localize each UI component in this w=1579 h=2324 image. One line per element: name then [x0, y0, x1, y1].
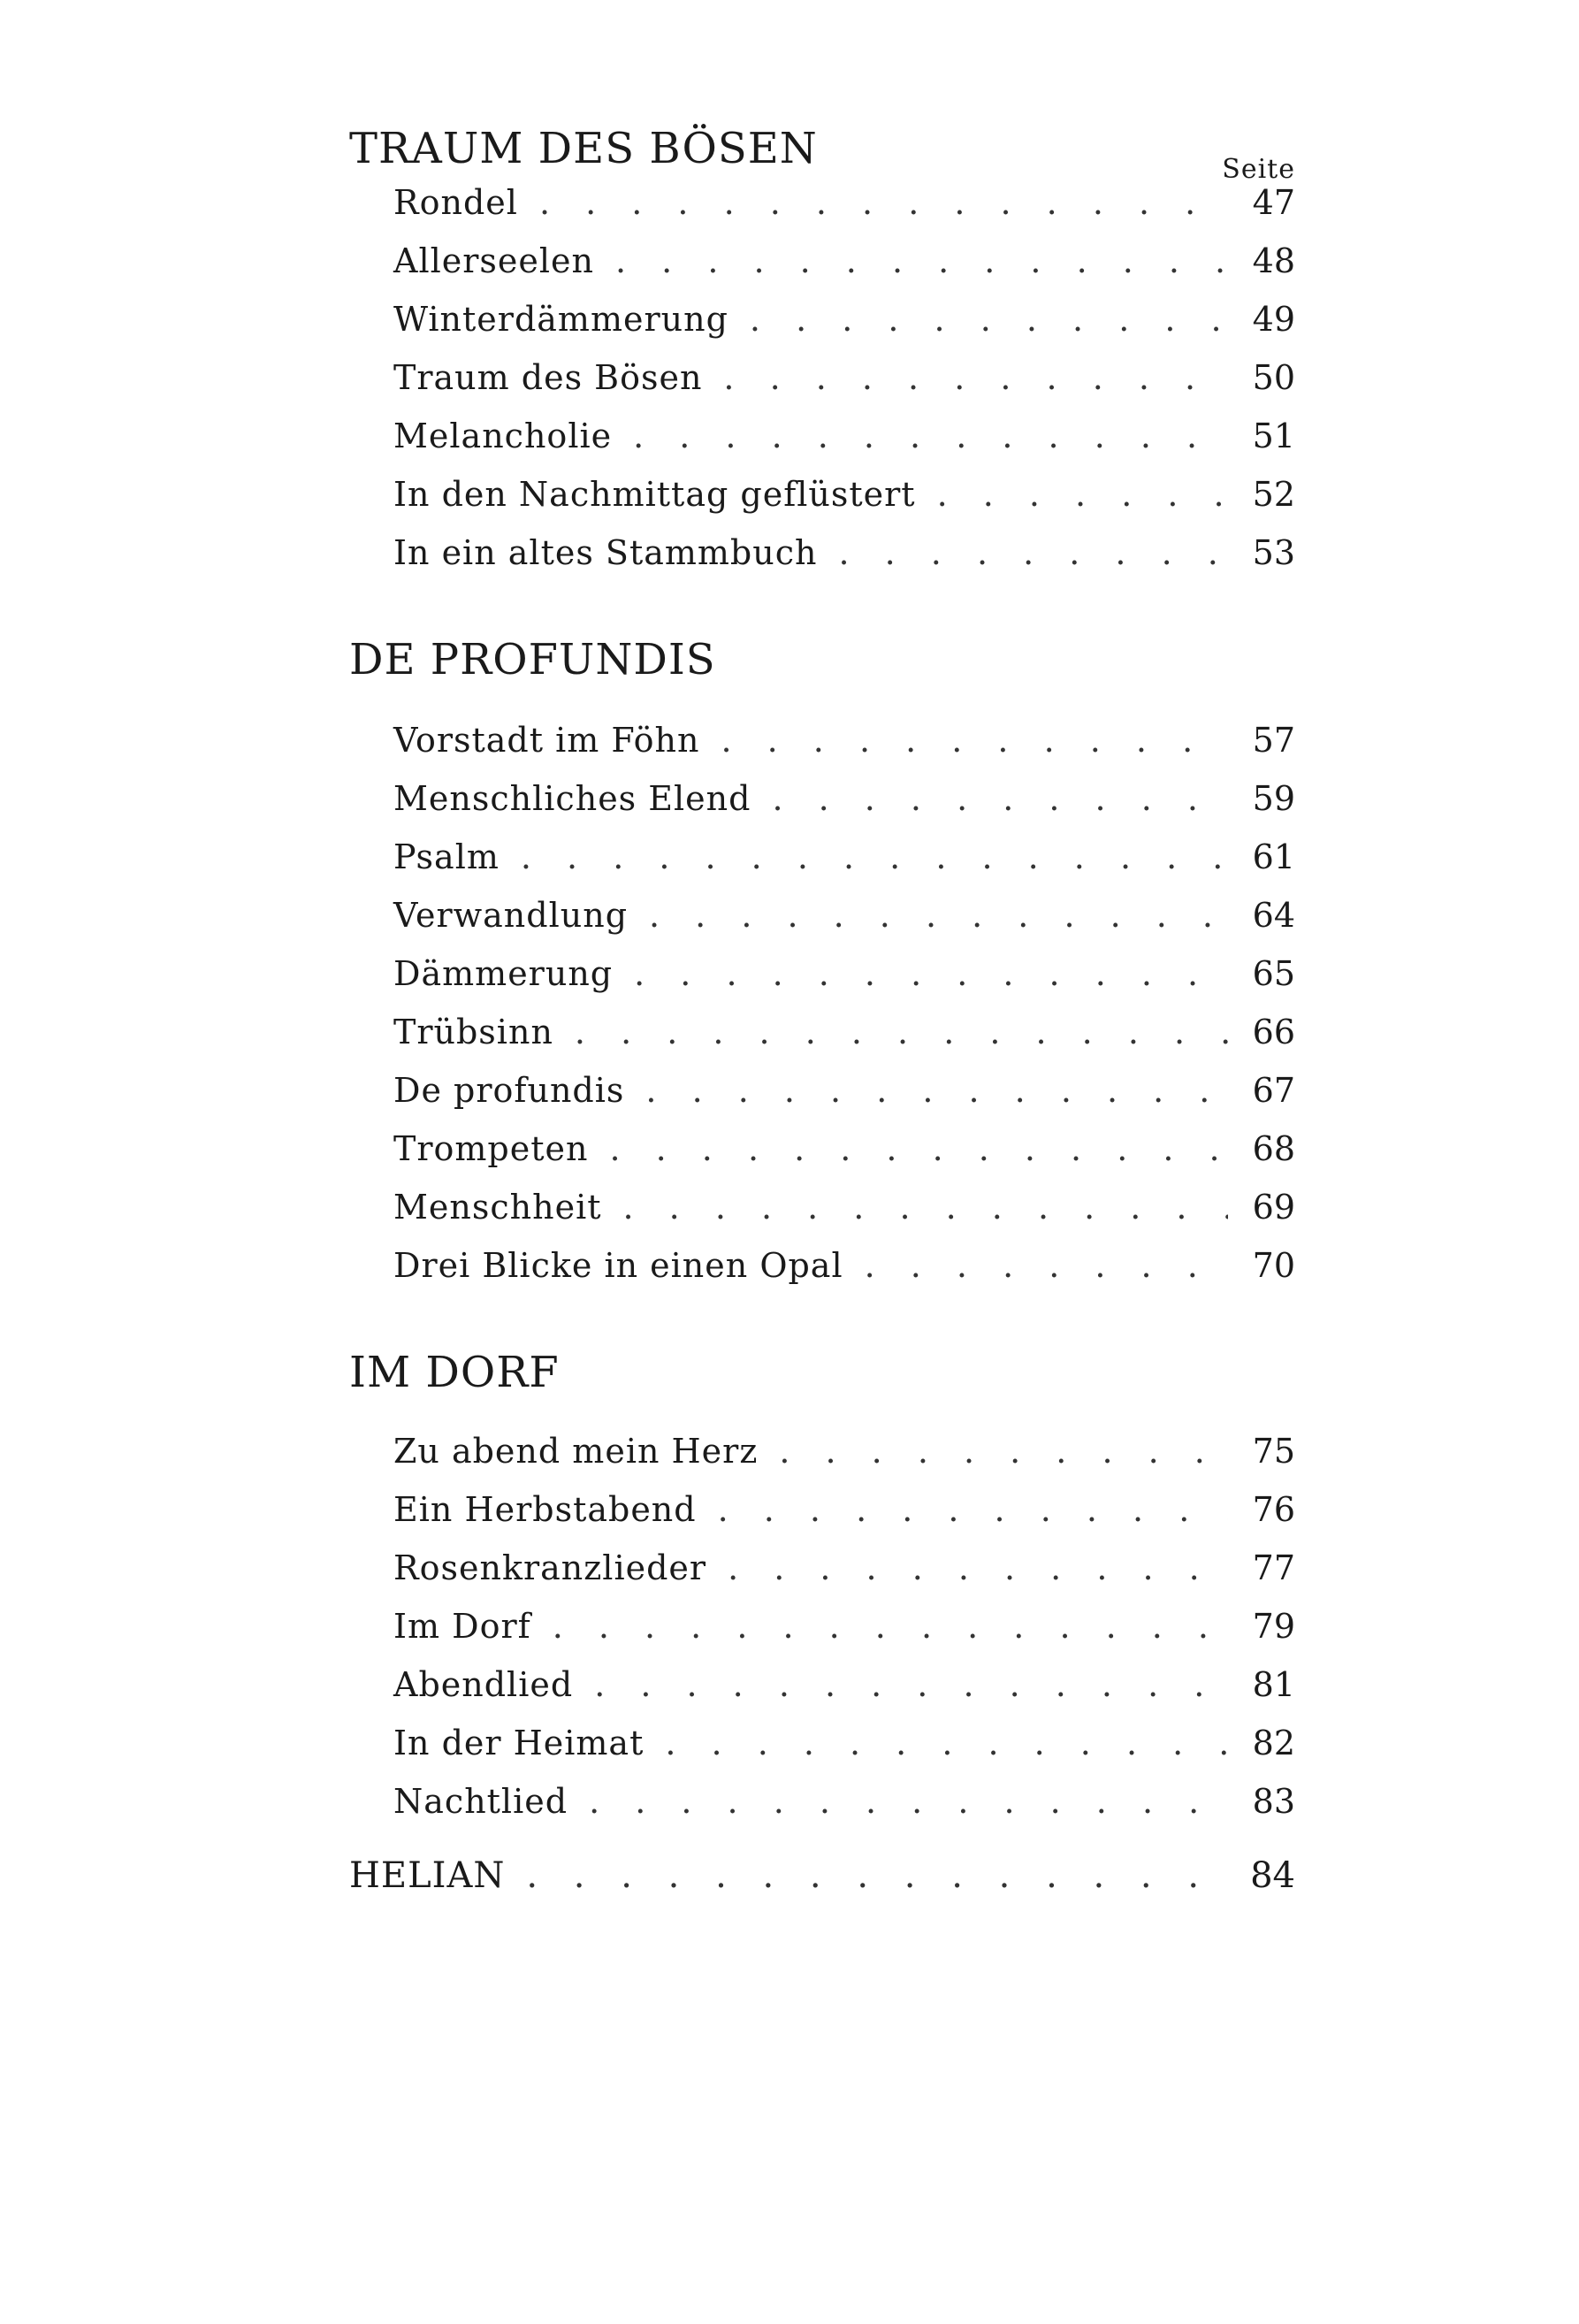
entry-page: 83: [1252, 1782, 1295, 1821]
entry-page: 75: [1252, 1432, 1295, 1471]
entry-page: 81: [1252, 1665, 1295, 1704]
entry-page: 57: [1252, 721, 1295, 760]
entry-title: Drei Blicke in einen Opal: [393, 1246, 843, 1285]
entry-page: 84: [1250, 1855, 1295, 1896]
entry-page: 68: [1252, 1129, 1295, 1168]
toc-entry[interactable]: [393, 1422, 1295, 1480]
section-de-profundis: [349, 635, 1295, 1295]
toc-entry[interactable]: [393, 1655, 1295, 1714]
dot-leader: [633, 407, 1228, 465]
section-title: IM DORF: [349, 1348, 560, 1397]
toc-entry[interactable]: [393, 1480, 1295, 1539]
entry-page: 70: [1252, 1246, 1295, 1285]
entry-list: [393, 1422, 1295, 1831]
toc-entry[interactable]: [393, 1236, 1295, 1295]
entry-title: Dämmerung: [393, 954, 614, 993]
dot-leader: [589, 1772, 1228, 1831]
entry-page: 53: [1252, 533, 1295, 572]
section-traum-des-boesen: [349, 124, 1295, 582]
entry-title: Abendlied: [393, 1665, 574, 1704]
dot-leader: [623, 1178, 1228, 1236]
entry-title: HELIAN: [349, 1855, 506, 1896]
entry-title: De profundis: [393, 1071, 625, 1110]
toc-entry[interactable]: [393, 1597, 1295, 1655]
entry-page: 77: [1252, 1548, 1295, 1587]
entry-page: 66: [1252, 1013, 1295, 1051]
table-of-contents: [349, 124, 1295, 1905]
dot-leader: [649, 886, 1228, 944]
dot-leader: [634, 944, 1228, 1003]
entry-page: 69: [1252, 1188, 1295, 1227]
entry-page: 67: [1252, 1071, 1295, 1110]
entry-title: Rondel: [393, 183, 518, 222]
section-im-dorf: [349, 1348, 1295, 1831]
toc-entry[interactable]: [393, 769, 1295, 828]
dot-leader: [772, 769, 1228, 828]
dot-leader: [575, 1003, 1228, 1061]
toc-entry[interactable]: [393, 407, 1295, 465]
toc-entry[interactable]: [393, 1714, 1295, 1772]
toc-entry[interactable]: [393, 1120, 1295, 1178]
entry-page: 61: [1252, 837, 1295, 876]
page-column-label: Seite: [1222, 154, 1295, 185]
toc-entry[interactable]: [393, 290, 1295, 348]
entry-title: Rosenkranzlieder: [393, 1548, 707, 1587]
entry-title: In der Heimat: [393, 1724, 645, 1762]
dot-leader: [594, 1655, 1228, 1714]
dot-leader: [865, 1236, 1228, 1295]
entry-page: 51: [1252, 417, 1295, 455]
section-title: TRAUM DES BÖSEN: [349, 124, 818, 173]
section-title: DE PROFUNDIS: [349, 635, 716, 684]
toc-entry[interactable]: [393, 944, 1295, 1003]
entry-title: Zu abend mein Herz: [393, 1432, 759, 1471]
dot-leader: [937, 465, 1228, 524]
entry-page: 49: [1252, 300, 1295, 339]
dot-leader: [521, 828, 1228, 886]
entry-title: Trübsinn: [393, 1013, 553, 1051]
dot-leader: [539, 173, 1228, 232]
dot-leader: [553, 1597, 1228, 1655]
toc-entry[interactable]: [393, 1061, 1295, 1120]
toc-entry[interactable]: [393, 886, 1295, 944]
dot-leader: [838, 524, 1228, 582]
entry-page: 64: [1252, 896, 1295, 935]
entry-title: Ein Herbstabend: [393, 1490, 697, 1529]
entry-page: 76: [1252, 1490, 1295, 1529]
entry-page: 65: [1252, 954, 1295, 993]
entry-list: [393, 173, 1295, 582]
dot-leader: [526, 1846, 1236, 1905]
entry-title: Menschliches Elend: [393, 779, 751, 818]
entry-title: Allerseelen: [393, 241, 594, 280]
entry-page: 47: [1252, 183, 1295, 222]
toc-entry[interactable]: [393, 711, 1295, 769]
entry-title: Melancholie: [393, 417, 613, 455]
entry-page: 59: [1252, 779, 1295, 818]
dot-leader: [615, 232, 1228, 290]
dot-leader: [723, 348, 1228, 407]
toc-entry[interactable]: [393, 1003, 1295, 1061]
toc-entry[interactable]: [393, 1539, 1295, 1597]
entry-title: Vorstadt im Föhn: [393, 721, 700, 760]
entry-page: 79: [1252, 1607, 1295, 1646]
toc-entry[interactable]: [393, 1178, 1295, 1236]
entry-page: 48: [1252, 241, 1295, 280]
toc-entry[interactable]: [393, 173, 1295, 232]
entry-list: [393, 711, 1295, 1295]
toc-entry-helian[interactable]: [349, 1846, 1295, 1905]
entry-page: 52: [1252, 475, 1295, 514]
dot-leader: [718, 1480, 1228, 1539]
dot-leader: [750, 290, 1228, 348]
entry-page: 82: [1252, 1724, 1295, 1762]
dot-leader: [609, 1120, 1228, 1178]
toc-entry[interactable]: [393, 828, 1295, 886]
toc-entry[interactable]: [393, 524, 1295, 582]
entry-title: Im Dorf: [393, 1607, 531, 1646]
dot-leader: [721, 711, 1228, 769]
entry-title: Traum des Bösen: [393, 358, 703, 397]
dot-leader: [728, 1539, 1228, 1597]
entry-title: Winterdämmerung: [393, 300, 728, 339]
toc-entry[interactable]: [393, 348, 1295, 407]
entry-title: Verwandlung: [393, 896, 629, 935]
dot-leader: [665, 1714, 1228, 1772]
dot-leader: [779, 1422, 1228, 1480]
entry-title: Psalm: [393, 837, 500, 876]
dot-leader: [645, 1061, 1228, 1120]
toc-entry[interactable]: [393, 1772, 1295, 1831]
toc-entry[interactable]: [393, 465, 1295, 524]
entry-title: Menschheit: [393, 1188, 602, 1227]
toc-entry[interactable]: [393, 232, 1295, 290]
entry-title: Trompeten: [393, 1129, 589, 1168]
entry-page: 50: [1252, 358, 1295, 397]
entry-title: In ein altes Stammbuch: [393, 533, 818, 572]
entry-title: In den Nachmittag geflüstert: [393, 475, 916, 514]
entry-title: Nachtlied: [393, 1782, 568, 1821]
